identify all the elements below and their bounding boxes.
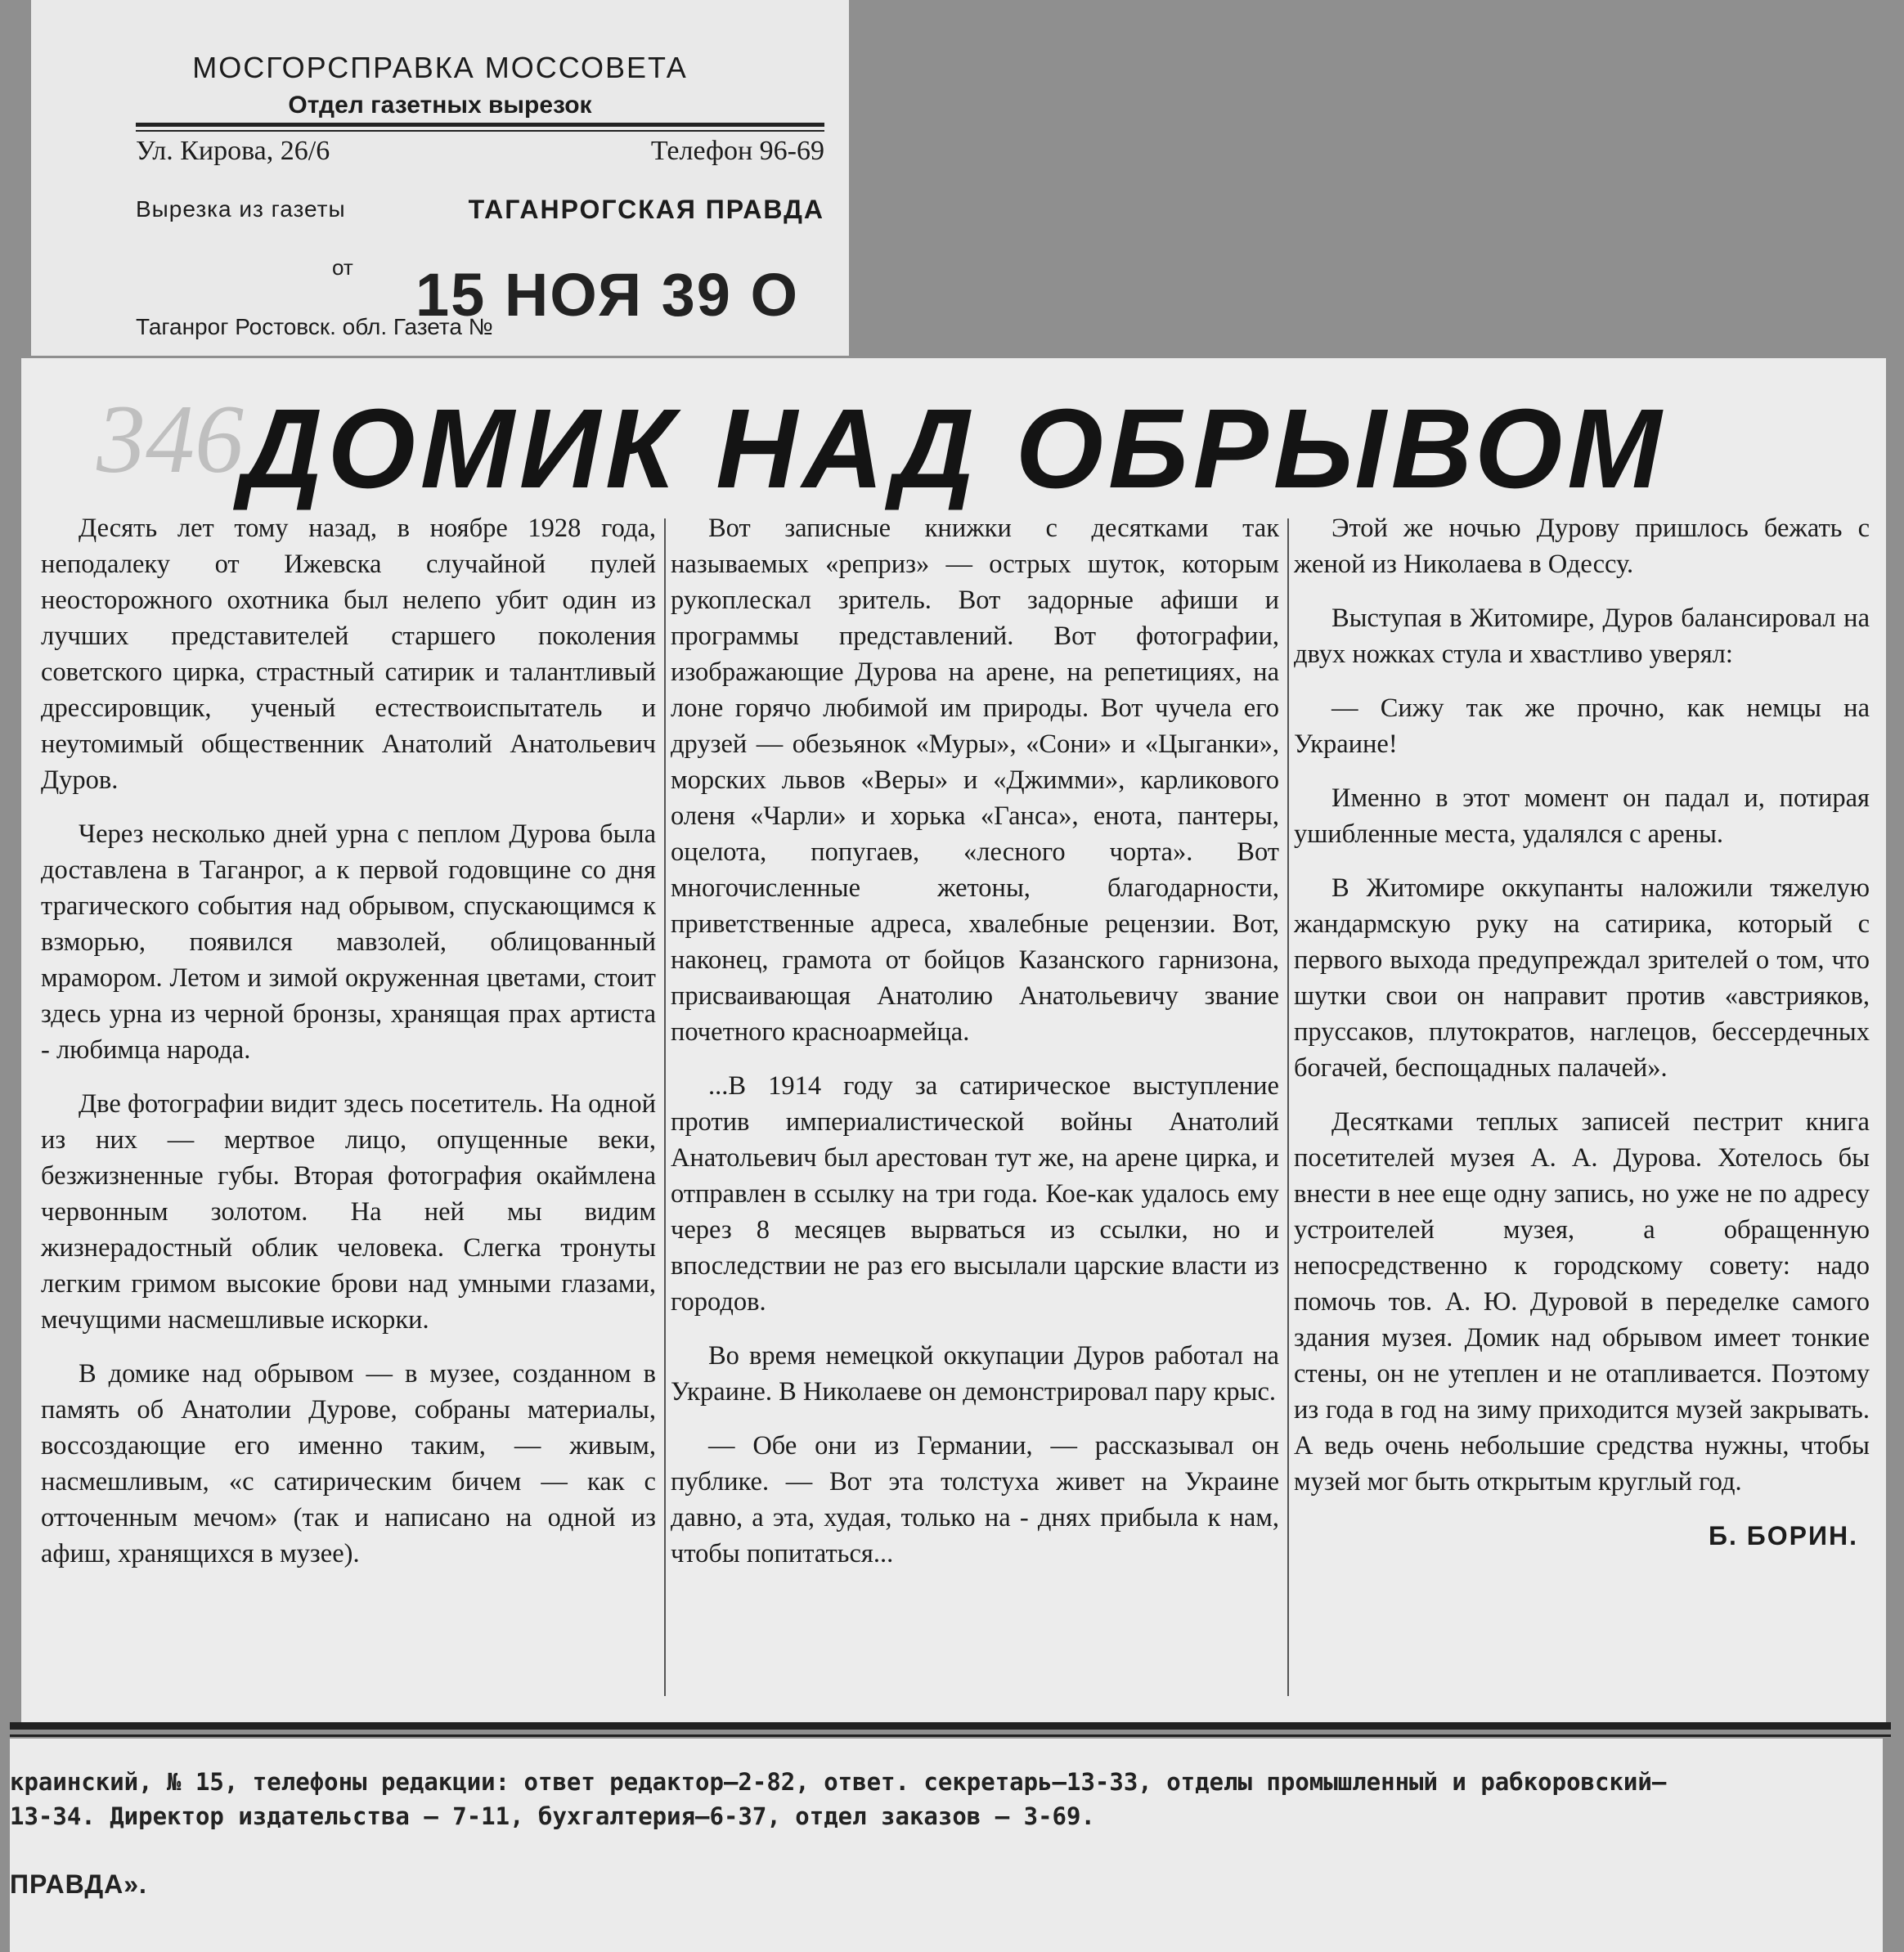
footer-rule-thin (10, 1734, 1891, 1737)
paragraph: В домике над обрывом — в музее, созданном в память об Анатолии Дурове, собраны материалы, воссоздающие его именно таким, — живым, насмешливым, «с сатирическим бичем — как с отточенным мечом» (так и написано на одной из афиш, хранящихся в музее). (41, 1359, 656, 1568)
paragraph: Именно в этот момент он падал и, потирая ушибленные места, удалялся с арены. (1294, 783, 1870, 849)
department-name: Отдел газетных вырезок (288, 92, 592, 119)
imprint-line-1: краинский, № 15, телефоны редакции: ответ редактор—2-82, ответ. секретарь—13-33, отделы промышленный и рабкоровский— (10, 1768, 1667, 1796)
imprint-line-2: 13-34. Директор издательства — 7-11, бухгалтерия—6-37, отдел заказов — 3-69. (10, 1802, 1095, 1830)
label-phone: Телефон 96-69 (650, 136, 824, 166)
paragraph: — Сижу так же прочно, как немцы на Украине! (1294, 693, 1870, 759)
paragraph: Две фотографии видит здесь посетитель. На одной из них — мертвое лицо, опущенные веки, безжизненные губы. Вторая фотография окаймлена червонным золотом. На ней мы видим жизнерадостный облик человека. Слегка тронуты легким гримом высокие брови над умными глазами, мечущими насмешливые искорки. (41, 1089, 656, 1335)
date-stamp: 15 НОЯ 39 О (415, 261, 800, 329)
paragraph: Через несколько дней урна с пеплом Дурова была доставлена в Таганрог, а к первой годовщине со дня трагического события над обрывом, спускающимся к взморью, появился мавзолей, облицованный мрамором. Летом и зимой окруженная цветами, стоит здесь урна из черной бронзы, хранящая прах артиста - любимца народа. (41, 819, 656, 1065)
handwritten-number: 346 (97, 384, 244, 493)
article-sheet (21, 358, 1886, 1724)
paragraph: Десять лет тому назад, в ноябре 1928 года, неподалеку от Ижевска случайной пулей неосторожного охотника был нелепо убит один из лучших представителей старшего поколения советского цирка, страстный сатирик и талантливый дрессировщик, ученый естествоиспытатель и неутомимый общественник Анатолий Анатольевич Дуров. (41, 514, 656, 795)
article-column-1 (41, 510, 656, 1590)
clipping-from-label: Вырезка из газеты (136, 196, 346, 222)
label-rule-thin (136, 130, 824, 132)
paragraph: Во время немецкой оккупации Дуров работал на Украине. В Николаеве он демонстрировал пару крыс. (671, 1341, 1279, 1407)
article-column-2 (671, 510, 1279, 1590)
agency-name: МОСГОРСПРАВКА МОССОВЕТА (192, 51, 688, 84)
newspaper-name: ТАГАНРОГСКАЯ ПРАВДА (468, 195, 824, 224)
paragraph: Этой же ночью Дурову пришлось бежать с женой из Николаева в Одессу. (1294, 514, 1870, 579)
article-column-3 (1294, 510, 1870, 1554)
footer-rule-thick (10, 1722, 1891, 1730)
author-signature: Б. БОРИН. (1708, 1521, 1858, 1550)
paragraph: ...В 1914 году за сатирическое выступление против империалистической войны Анатолий Анатольевич был арестован тут же, на арене цирка, и отправлен в ссылку на три года. Кое-как удалось ему через 8 месяцев вырваться из ссылки, но и впоследствии не раз его высылали царские власти из городов. (671, 1071, 1279, 1317)
city-line: Таганрог Ростовск. обл. Газета № (136, 314, 493, 339)
newspaper-imprint (10, 1739, 1883, 1952)
paragraph: В Житомире оккупанты наложили тяжелую жандармскую руку на сатирика, который с первого выхода предупреждал зрителей о том, что шутки свои он направит против «австрияков, пруссаков, плутократов, наглецов, бессердечных богачей, беспощадных палачей». (1294, 873, 1870, 1083)
from-word: от (332, 255, 353, 280)
label-address: Ул. Кирова, 26/6 (136, 136, 330, 166)
article-headline: ДОМИК НАД ОБРЫВОМ (240, 386, 1667, 512)
paragraph: Десятками теплых записей пестрит книга посетителей музея А. А. Дурова. Хотелось бы внести в нее еще одну запись, но уже не по адресу устроителей музея, а обращенную непосредственно к городскому совету: надо помочь тов. А. Ю. Дуровой в переделке самого здания музея. Домик над обрывом имеет тонкие стены, он не утеплен и не отапливается. Поэтому из года в год на зиму приходится музей закрывать. А ведь очень небольшие средства нужны, чтобы музей мог быть открытым круглый год. (1294, 1107, 1870, 1497)
clipping-label (31, 0, 849, 356)
paragraph: — Обе они из Германии, — рассказывал он публике. — Вот эта толстуха живет на Украине давно, а эта, худая, только на - днях прибыла к нам, чтобы попитаться... (671, 1431, 1279, 1568)
paragraph: Выступая в Житомире, Дуров балансировал на двух ножках стула и хвастливо уверял: (1294, 604, 1870, 669)
paragraph: Вот записные книжки с десятками так называемых «реприз» — острых шуток, которым рукоплескал зритель. Вот задорные афиши и программы представлений. Вот фотографии, изображающие Дурова на арене, на репетициях, на лоне горячо любимой им природы. Вот чучела его друзей — обезьянок «Муры», «Сони» и «Цыганки», морских львов «Веры» и «Джимми», карликового оленя «Чарли» и хорька «Ганса», енота, пантеры, оцелота, попугаев, «лесного чорта». Вот многочисленные жетоны, благодарности, приветственные адреса, хвалебные рецензии. Вот, наконец, грамота от бойцов Казанского гарнизона, присваивающая Анатолию Анатольевичу звание почетного красноармейца. (671, 514, 1279, 1047)
column-divider (1287, 518, 1289, 1696)
column-divider (664, 518, 666, 1696)
label-rule-thick (136, 123, 824, 127)
imprint-line-3: ПРАВДА». (10, 1869, 147, 1899)
